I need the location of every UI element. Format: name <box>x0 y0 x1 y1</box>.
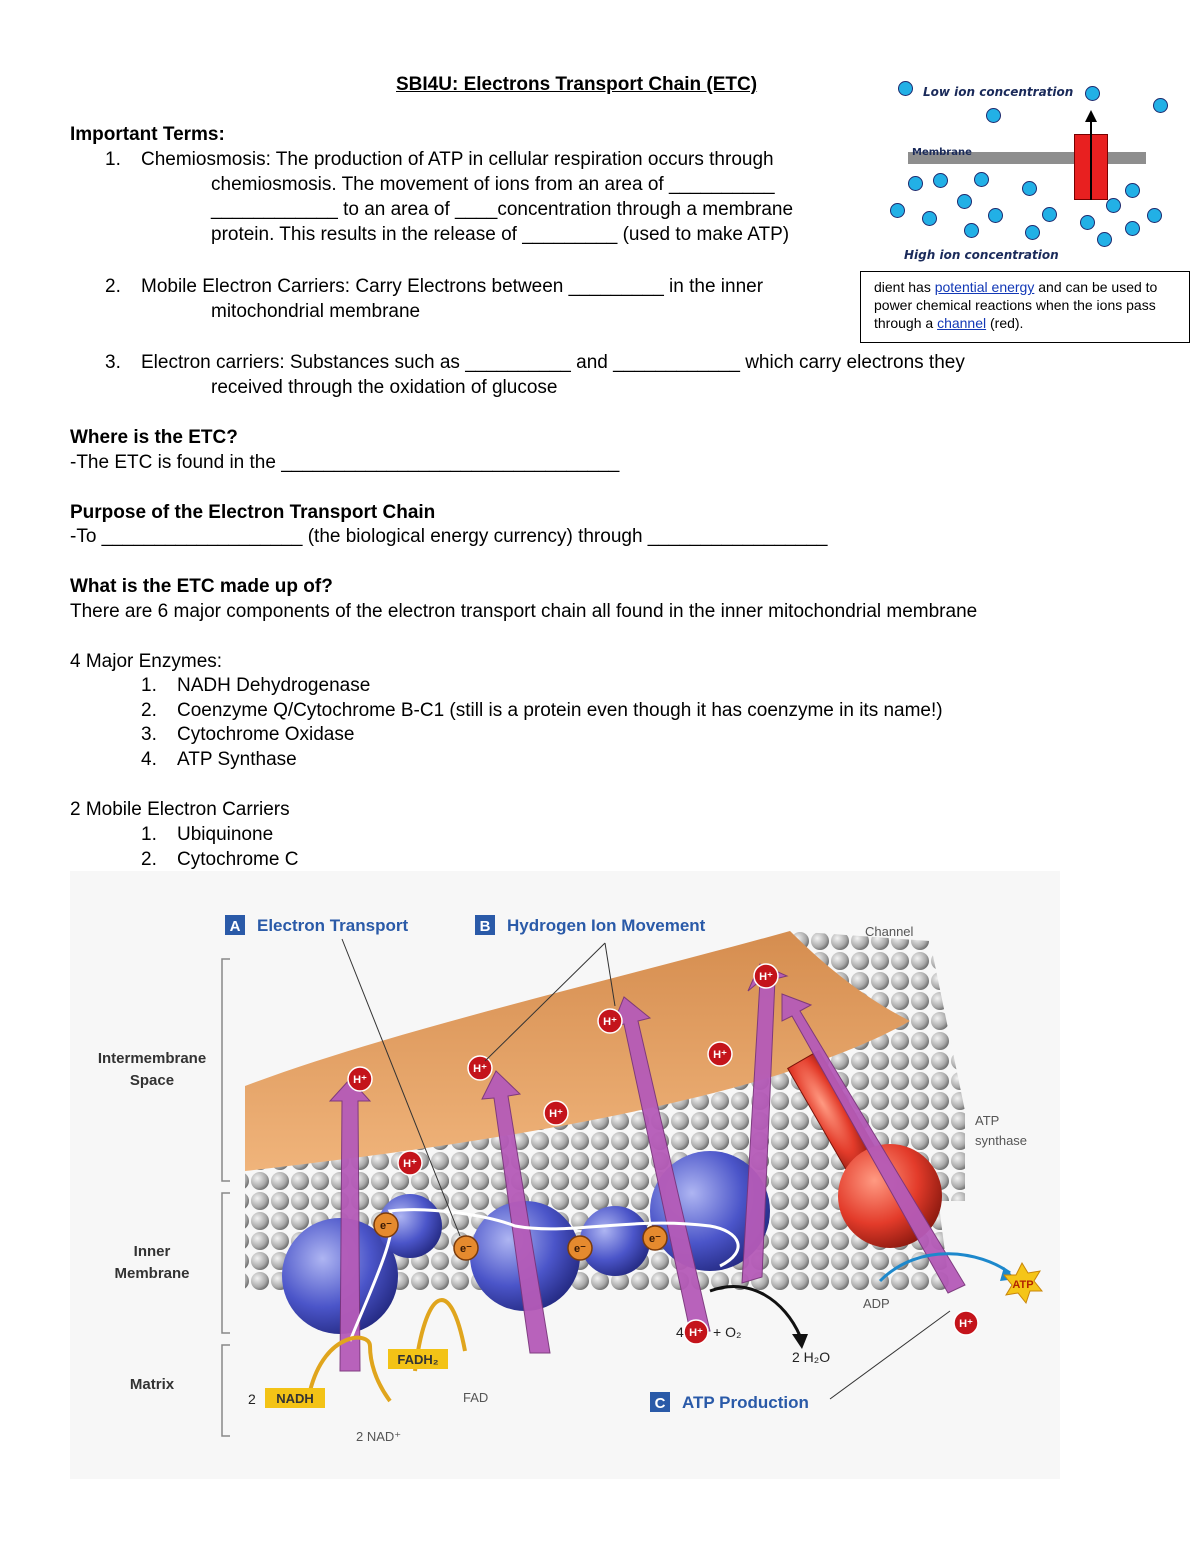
enzyme-item: 1. NADH Dehydrogenase <box>141 675 371 696</box>
inner-membrane-label: Inner <box>133 1243 171 1260</box>
where-text: -The ETC is found in the ________________________________ <box>70 452 620 473</box>
h-ion-text: H⁺ <box>603 1016 617 1028</box>
electron-text: e⁻ <box>380 1220 392 1232</box>
h-ion-text: H⁺ <box>403 1158 417 1170</box>
ion-dot <box>986 108 1001 123</box>
ion-dot <box>898 81 913 96</box>
side-brackets <box>222 959 230 1436</box>
ion-dot <box>1085 86 1100 101</box>
oxygen-label: + O₂ <box>713 1324 742 1340</box>
enzymes-heading: 4 Major Enzymes: <box>70 651 223 672</box>
made-of-text: There are 6 major components of the electron transport chain all found in the inner mitochondrial membrane <box>70 601 978 622</box>
electron-text: e⁻ <box>460 1243 472 1255</box>
fad-label: FAD <box>463 1390 489 1405</box>
electron-text: e⁻ <box>574 1243 586 1255</box>
ion-dot <box>890 203 905 218</box>
term-2-line-2: mitochondrial membrane <box>211 301 421 322</box>
ion-dot <box>957 194 972 209</box>
membrane-label: Membrane <box>912 147 972 158</box>
enzyme-item: 3. Cytochrome Oxidase <box>141 724 355 745</box>
high-ion-label: High ion concentration <box>904 248 1059 262</box>
term-2-number: 2. <box>105 276 121 297</box>
intermembrane-label-2: Space <box>129 1072 175 1089</box>
purpose-text: -To ___________________ (the biological energy currency) through _________________ <box>70 526 828 547</box>
h-ion-text: H⁺ <box>473 1063 487 1075</box>
important-terms-heading: Important Terms: <box>70 124 225 145</box>
label-b-letter: B <box>479 918 491 935</box>
term-3-line-2: received through the oxidation of glucose <box>211 377 558 398</box>
made-of-heading: What is the ETC made up of? <box>70 576 333 597</box>
etc-figure <box>70 871 1060 1479</box>
potential-energy-link[interactable]: potential energy <box>934 279 1035 295</box>
oxygen-count: 4 <box>676 1324 684 1340</box>
h-ion-text: H⁺ <box>353 1074 367 1086</box>
concentration-callout: dient has potential energy and can be used to power chemical reactions when the ions pass through a channel (red). <box>860 271 1190 343</box>
ion-dot <box>1125 183 1140 198</box>
term-1-number: 1. <box>105 149 121 170</box>
atp-synthase-label: ATP <box>975 1113 1000 1128</box>
term-2-line-1: 2. Mobile Electron Carriers: Carry Electrons between _________ in the inner <box>105 276 764 297</box>
h-ion-text: H⁺ <box>959 1318 973 1330</box>
ion-dot <box>933 173 948 188</box>
ion-dot <box>922 211 937 226</box>
term-3-number: 3. <box>105 352 121 373</box>
ion-dot <box>964 223 979 238</box>
label-atp-production: ATP Production <box>682 1393 809 1412</box>
term-1-line-2: chemiosmosis. The movement of ions from an area of __________ <box>211 174 775 195</box>
ion-dot <box>1106 198 1121 213</box>
electron-text: e⁻ <box>649 1233 661 1245</box>
carrier-item: 2. Cytochrome C <box>141 849 299 870</box>
page-title: SBI4U: Electrons Transport Chain (ETC) <box>396 74 758 95</box>
enzyme-item: 2. Coenzyme Q/Cytochrome B-C1 (still is a protein even though it has coenzyme in its name!) <box>141 700 943 721</box>
ion-dot <box>988 208 1003 223</box>
channel-arrow-icon <box>880 70 1190 270</box>
term-1-line-4: protein. This results in the release of _________ (used to make ATP) <box>211 224 790 245</box>
term-1-line-3: ____________ to an area of ____concentration through a membrane <box>211 199 794 220</box>
ion-dot <box>1153 98 1168 113</box>
h-ion-text: H⁺ <box>689 1327 703 1339</box>
nadh-count: 2 <box>248 1391 256 1407</box>
ion-dot <box>1042 207 1057 222</box>
ion-dot <box>1022 181 1037 196</box>
nadh-label: NADH <box>276 1391 314 1406</box>
where-heading: Where is the ETC? <box>70 427 238 448</box>
inner-membrane-label-2: Membrane <box>114 1265 190 1282</box>
adp-label: ADP <box>863 1296 890 1311</box>
intermembrane-label: Intermembrane <box>97 1050 207 1067</box>
label-c-letter: C <box>654 1395 666 1412</box>
label-a-letter: A <box>229 918 241 935</box>
ion-dot <box>974 172 989 187</box>
water-label: 2 H₂O <box>792 1349 831 1365</box>
h-ion-text: H⁺ <box>713 1049 727 1061</box>
h-ion-text: H⁺ <box>549 1108 563 1120</box>
label-electron-transport: Electron Transport <box>257 916 409 935</box>
matrix-label: Matrix <box>129 1376 175 1393</box>
ion-dot <box>1080 215 1095 230</box>
ion-dot <box>1025 225 1040 240</box>
h-ion-text: H⁺ <box>759 971 773 983</box>
carriers-heading: 2 Mobile Electron Carriers <box>70 799 290 820</box>
carrier-item: 1. Ubiquinone <box>141 824 274 845</box>
channel-label: Channel <box>865 924 914 939</box>
term-1-line-1: 1. Chemiosmosis: The production of ATP in cellular respiration occurs through <box>105 149 774 170</box>
channel-link[interactable]: channel <box>937 315 987 331</box>
ion-dot <box>908 176 923 191</box>
ion-concentration-diagram <box>880 70 1190 270</box>
label-hydrogen-ion-movement: Hydrogen Ion Movement <box>507 916 706 935</box>
atp-synthase-label-2: synthase <box>975 1133 1028 1148</box>
ion-dot <box>1097 232 1112 247</box>
ion-dot <box>1147 208 1162 223</box>
atp-star-label: ATP <box>1012 1279 1034 1291</box>
low-ion-label: Low ion concentration <box>923 85 1074 99</box>
term-3-line-1: 3. Electron carriers: Substances such as __________ and ____________ which carry electrons they <box>105 352 965 373</box>
nad-label: 2 NAD⁺ <box>356 1429 402 1444</box>
enzyme-item: 4. ATP Synthase <box>141 749 297 770</box>
fadh2-label: FADH₂ <box>397 1352 439 1367</box>
etc-illustration <box>70 871 1060 1479</box>
ion-dot <box>1125 221 1140 236</box>
purpose-heading: Purpose of the Electron Transport Chain <box>70 502 436 523</box>
